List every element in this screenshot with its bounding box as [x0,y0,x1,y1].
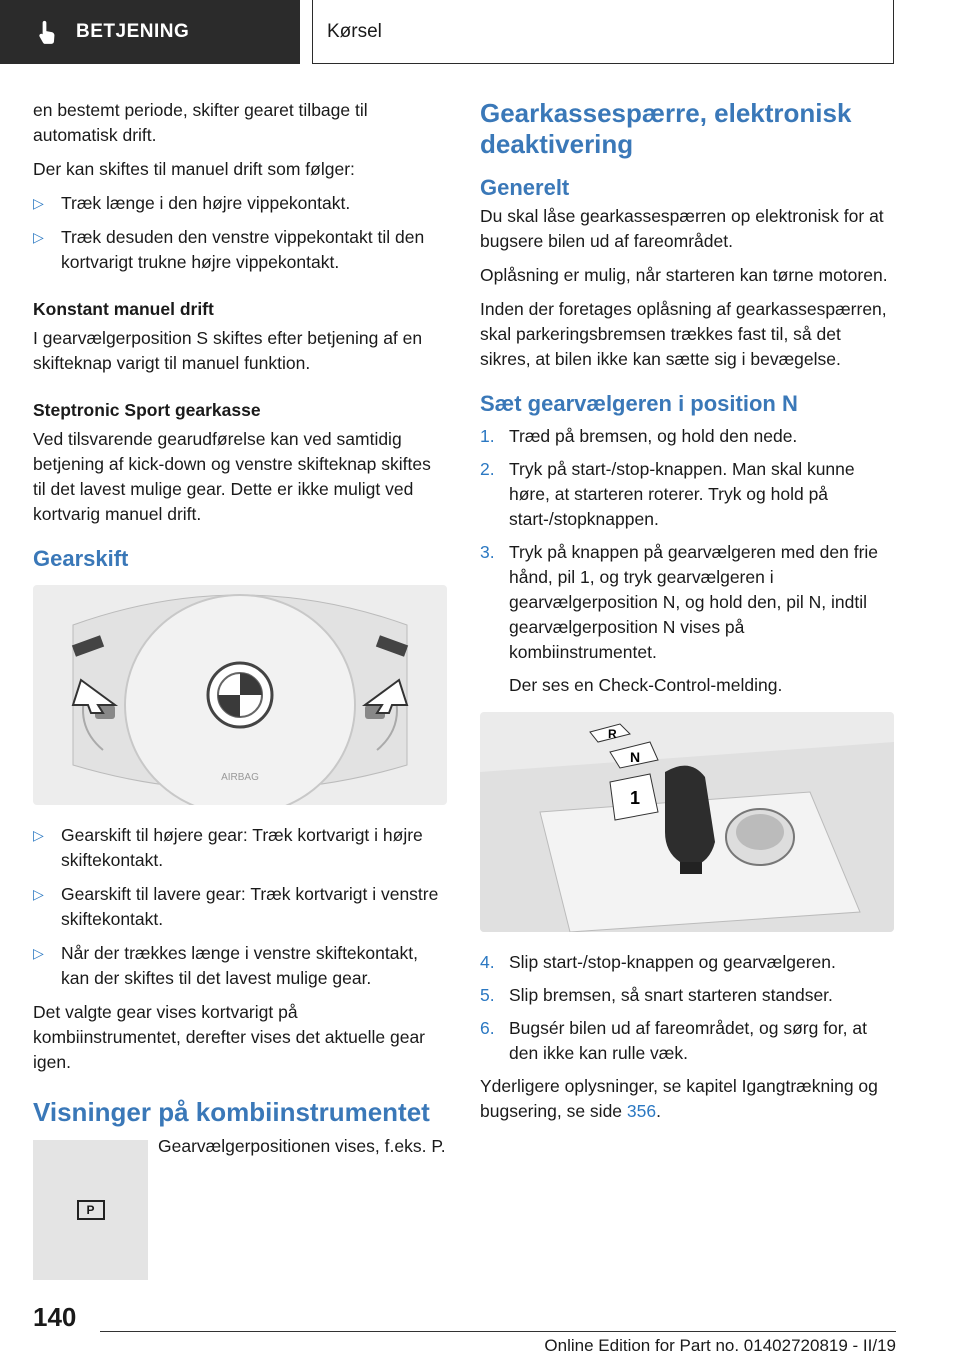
step-item: 5. Slip bremsen, så snart starteren standser. [480,985,833,1005]
position-n-heading: Sæt gearvælgeren i position N [480,391,798,416]
triangle-bullet-icon: ▷ [33,886,44,902]
list-item: ▷ Gearskift til højere gear: Træk kortvarigt i højre skiftekontakt. [33,823,448,873]
list-item: ▷ Når der trækkes længe i venstre skiftekontakt, kan der skiftes til det lavest mulige gear. [33,941,448,991]
visninger-text: Gearvælgerpositionen vises, f.eks. P. [158,1136,446,1156]
steering-wheel-drawing [33,585,447,805]
check-control-text: Der ses en Check-Control-melding. [509,675,783,695]
intro-text: en bestemt periode, skifter gearet tilbage til automatisk drift. [33,100,368,145]
step-item: 2. Tryk på start-/stop-knappen. Man skal kunne høre, at starteren roterer. Tryk og hold på start-/stopknappen. [480,459,855,529]
footer-divider [100,1331,896,1332]
selector-label-1: 1 [630,788,641,808]
list-item: ▷ Gearskift til lavere gear: Træk kortvarigt i venstre skiftekontakt. [33,882,448,932]
page-link[interactable]: 356 [626,1101,657,1121]
triangle-bullet-icon: ▷ [33,195,44,211]
gearbox-lock-heading: Gearkassespærre, elektronisk deaktivering [480,98,852,159]
triangle-bullet-icon: ▷ [33,945,44,961]
visninger-heading: Visninger på kombiinstrumentet [33,1097,430,1127]
constant-manual-text: I gearvælgerposition S skiftes efter betjening af en skifteknap varigt til manuel funktion. [33,328,423,373]
steering-wheel-illustration [33,585,447,805]
page-number: 140 [33,1302,77,1332]
gear-display-text: Det valgte gear vises kortvarigt på kombiinstrumentet, derefter vises det aktuelle gear igen. [33,1002,425,1072]
hand-pointer-icon [34,18,62,46]
generelt-heading: Generelt [480,175,570,200]
gear-selector-illustration [480,712,894,932]
airbag-label: AIRBAG [221,772,259,783]
more-info-text: Yderligere oplysninger, se kapitel Igangtrækning og bugsering, se side 356. [480,1076,878,1121]
edition-text: Online Edition for Part no. 01402720819 - II/19 [544,1336,896,1355]
gearskift-heading: Gearskift [33,546,129,571]
left-column [33,98,448,1280]
step-item: 1. Træd på bremsen, og hold den nede. [480,426,798,446]
constant-manual-heading: Konstant manuel drift [33,299,214,319]
cluster-display-thumbnail [33,1140,148,1280]
chapter-title: Kørsel [312,0,894,64]
step-item: 3. Tryk på knappen på gearvælgeren med den frie hånd, pil 1, og tryk gearvælgeren i gearvælgerposition N, og hold den, pil N, indtil gearvælgerposition N vises på kombiinstrumentet. [480,542,879,662]
section-label: BETJENING [76,21,190,42]
triangle-bullet-icon: ▷ [33,229,44,245]
display-example [33,1134,448,1280]
selector-label-n: N [630,749,641,765]
list-item: ▷ Træk desuden den venstre vippekontakt til den kortvarigt trukne højre vippekontakt. [33,225,448,275]
list-item: ▷ Træk længe i den højre vippekontakt. [33,191,448,216]
section-tab [0,0,300,64]
gear-selector-drawing [480,712,894,932]
right-column [480,98,895,1133]
steptronic-heading: Steptronic Sport gearkasse [33,400,261,420]
generelt-text-1: Du skal låse gearkassespærren op elektronisk for at bugsere bilen ud af fareområdet. [480,206,884,251]
step-item: 6. Bugsér bilen ud af fareområdet, og sørg for, at den ikke kan rulle væk. [480,1018,867,1063]
generelt-text-3: Inden der foretages oplåsning af gearkassespærren, skal parkeringsbremsen trækkes fast til, så det sikres, at bilen ikke kan sætte sig i bevægelse. [480,299,887,369]
triangle-bullet-icon: ▷ [33,827,44,843]
gear-p-indicator: P [77,1200,105,1220]
intro-text-2: Der kan skiftes til manuel drift som følger: [33,159,355,179]
steptronic-text: Ved tilsvarende gearudførelse kan ved samtidig betjening af kick-down og venstre skifteknap skiftes til det lavest mulige gear. Dette er ikke muligt ved kortvarig manuel drift. [33,429,431,524]
generelt-text-2: Oplåsning er mulig, når starteren kan tørne motoren. [480,265,888,285]
selector-label-r: R [608,727,617,741]
step-item: 4. Slip start-/stop-knappen og gearvælgeren. [480,952,836,972]
